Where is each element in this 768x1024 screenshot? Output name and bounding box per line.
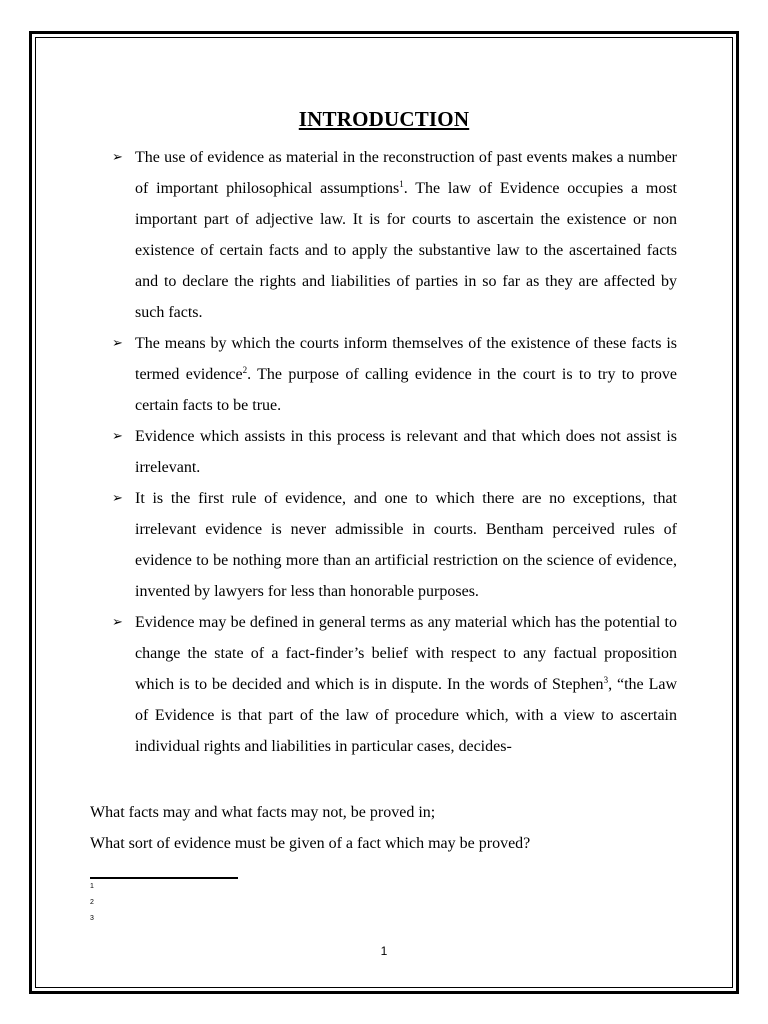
page-title: INTRODUCTION [298,107,470,132]
footnote-separator [90,877,238,879]
bullet-text: The means by which the courts inform themselves of the existence of these facts is termed evidence$^2$. The purpose of calling evidence in the court is to try to prove certain facts to be true. [135,335,677,414]
body-line-facts-proved: What facts may and what facts may not, be proved in; [90,804,436,821]
arrow-bullet-icon: ➢ [112,429,123,444]
bullet-list [112,142,677,762]
page-number: 1 [380,944,388,958]
bullet-text: It is the first rule of evidence, and one to which there are no exceptions, that irrelevant evidence is never admissible in courts. Bentham perceived rules of evidence to be nothing more than an artificial restriction on the science of evidence, invented by lawyers for less than honorable purposes. [135,490,677,600]
bullet-text: Evidence which assists in this process is relevant and that which does not assist is irrelevant. [135,428,677,476]
arrow-bullet-icon: ➢ [112,336,123,351]
footnote-number: 2 [90,899,94,906]
footnote-ref: 1 [399,179,404,189]
arrow-bullet-icon: ➢ [112,150,123,165]
bullet-text: Evidence may be defined in general terms as any material which has the potential to change the state of a fact-finder’s belief with respect to any factual proposition which is to be decided and which is in dispute. In the words of Stephen$^3$, “the Law of Evidence is that part of the law of procedure which, with a view to ascertain individual rights and liabilities in particular cases, decides- [135,614,678,755]
bullet-item-2 [112,328,677,421]
bullet-item-5 [112,607,677,762]
arrow-bullet-icon: ➢ [112,491,123,506]
footnote-ref: 2 [242,365,248,375]
footnote-ref: 3 [603,675,609,685]
bullet-text: The use of evidence as material in the reconstruction of past events makes a number of important philosophical assumptions$^1$. The law of Evidence occupies a most important part of adjective law. It is for courts to ascertain the existence or non existence of certain facts and to apply the substantive law to the ascertained facts and to declare the rights and liabilities of parties in so far as they are affected by such facts. [135,149,677,321]
bullet-item-1 [112,142,677,328]
footnote-number: 1 [90,883,94,890]
body-line-evidence-given: What sort of evidence must be given of a fact which may be proved? [90,835,531,852]
arrow-bullet-icon: ➢ [112,615,123,630]
bullet-item-4 [112,483,677,607]
bullet-item-3 [112,421,677,483]
footnote-number: 3 [90,915,94,922]
